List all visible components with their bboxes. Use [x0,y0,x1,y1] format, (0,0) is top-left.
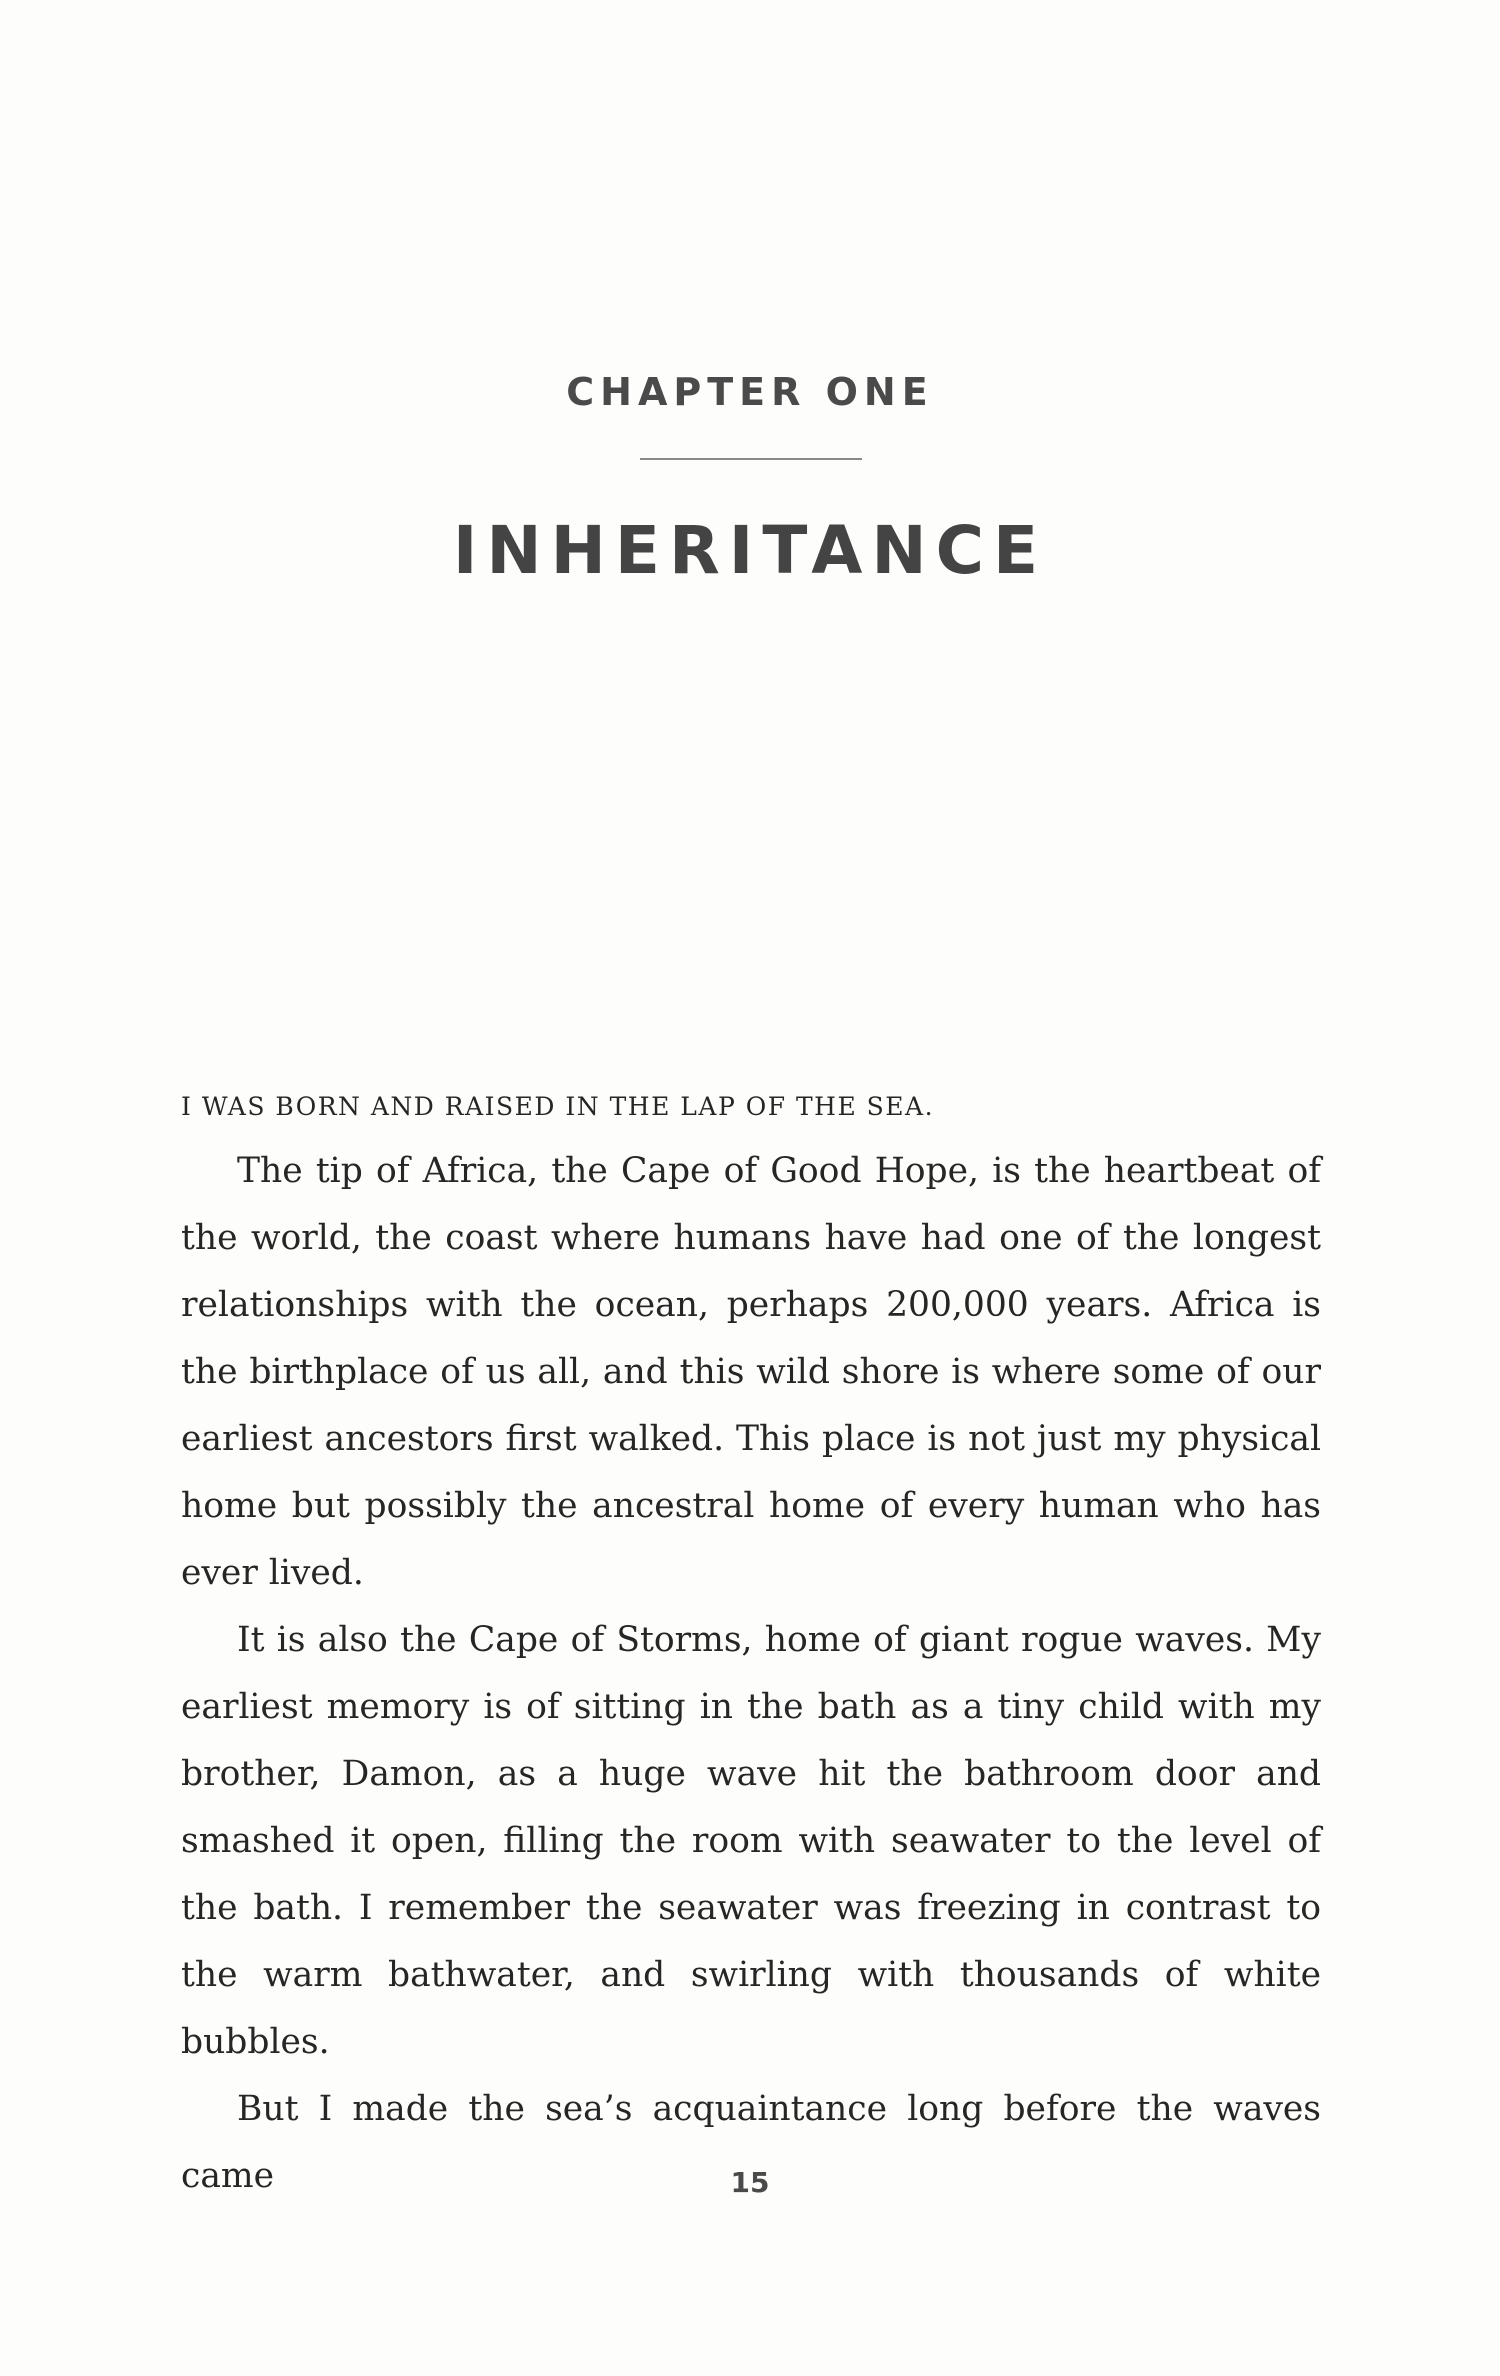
chapter-title: INHERITANCE [452,512,1048,589]
paragraph: It is also the Cape of Storms, home of giant rogue waves. My earliest memory is of sitting in the bath as a tiny child with my brother, Damon, as a huge wave hit the bathroom door and smashed it open, filling the room with seawater to the level of the bath. I remember the seawater was freezing in contrast to the warm bathwater, and swirling with thousands of white bubbles. [181,1620,1321,2062]
chapter-label: CHAPTER ONE [566,370,934,414]
lead-line: I WAS BORN AND RAISED IN THE LAP OF THE SEA. [181,1092,935,1121]
paragraph: The tip of Africa, the Cape of Good Hope, is the heartbeat of the world, the coast where humans have had one of the longest relationships with the ocean, perhaps 200,000 years. Africa is the birthplace of us all, and this wild shore is where some of our earliest ancestors first walked. This place is not just my physical home but possibly the ancestral home of every human who has ever lived. [181,1151,1321,1593]
page-number: 15 [730,2166,770,2199]
body-text [181,1088,1321,2210]
chapter-divider [640,458,862,460]
paragraph: But I made the sea’s acquaintance long before the waves came [181,2089,1321,2196]
